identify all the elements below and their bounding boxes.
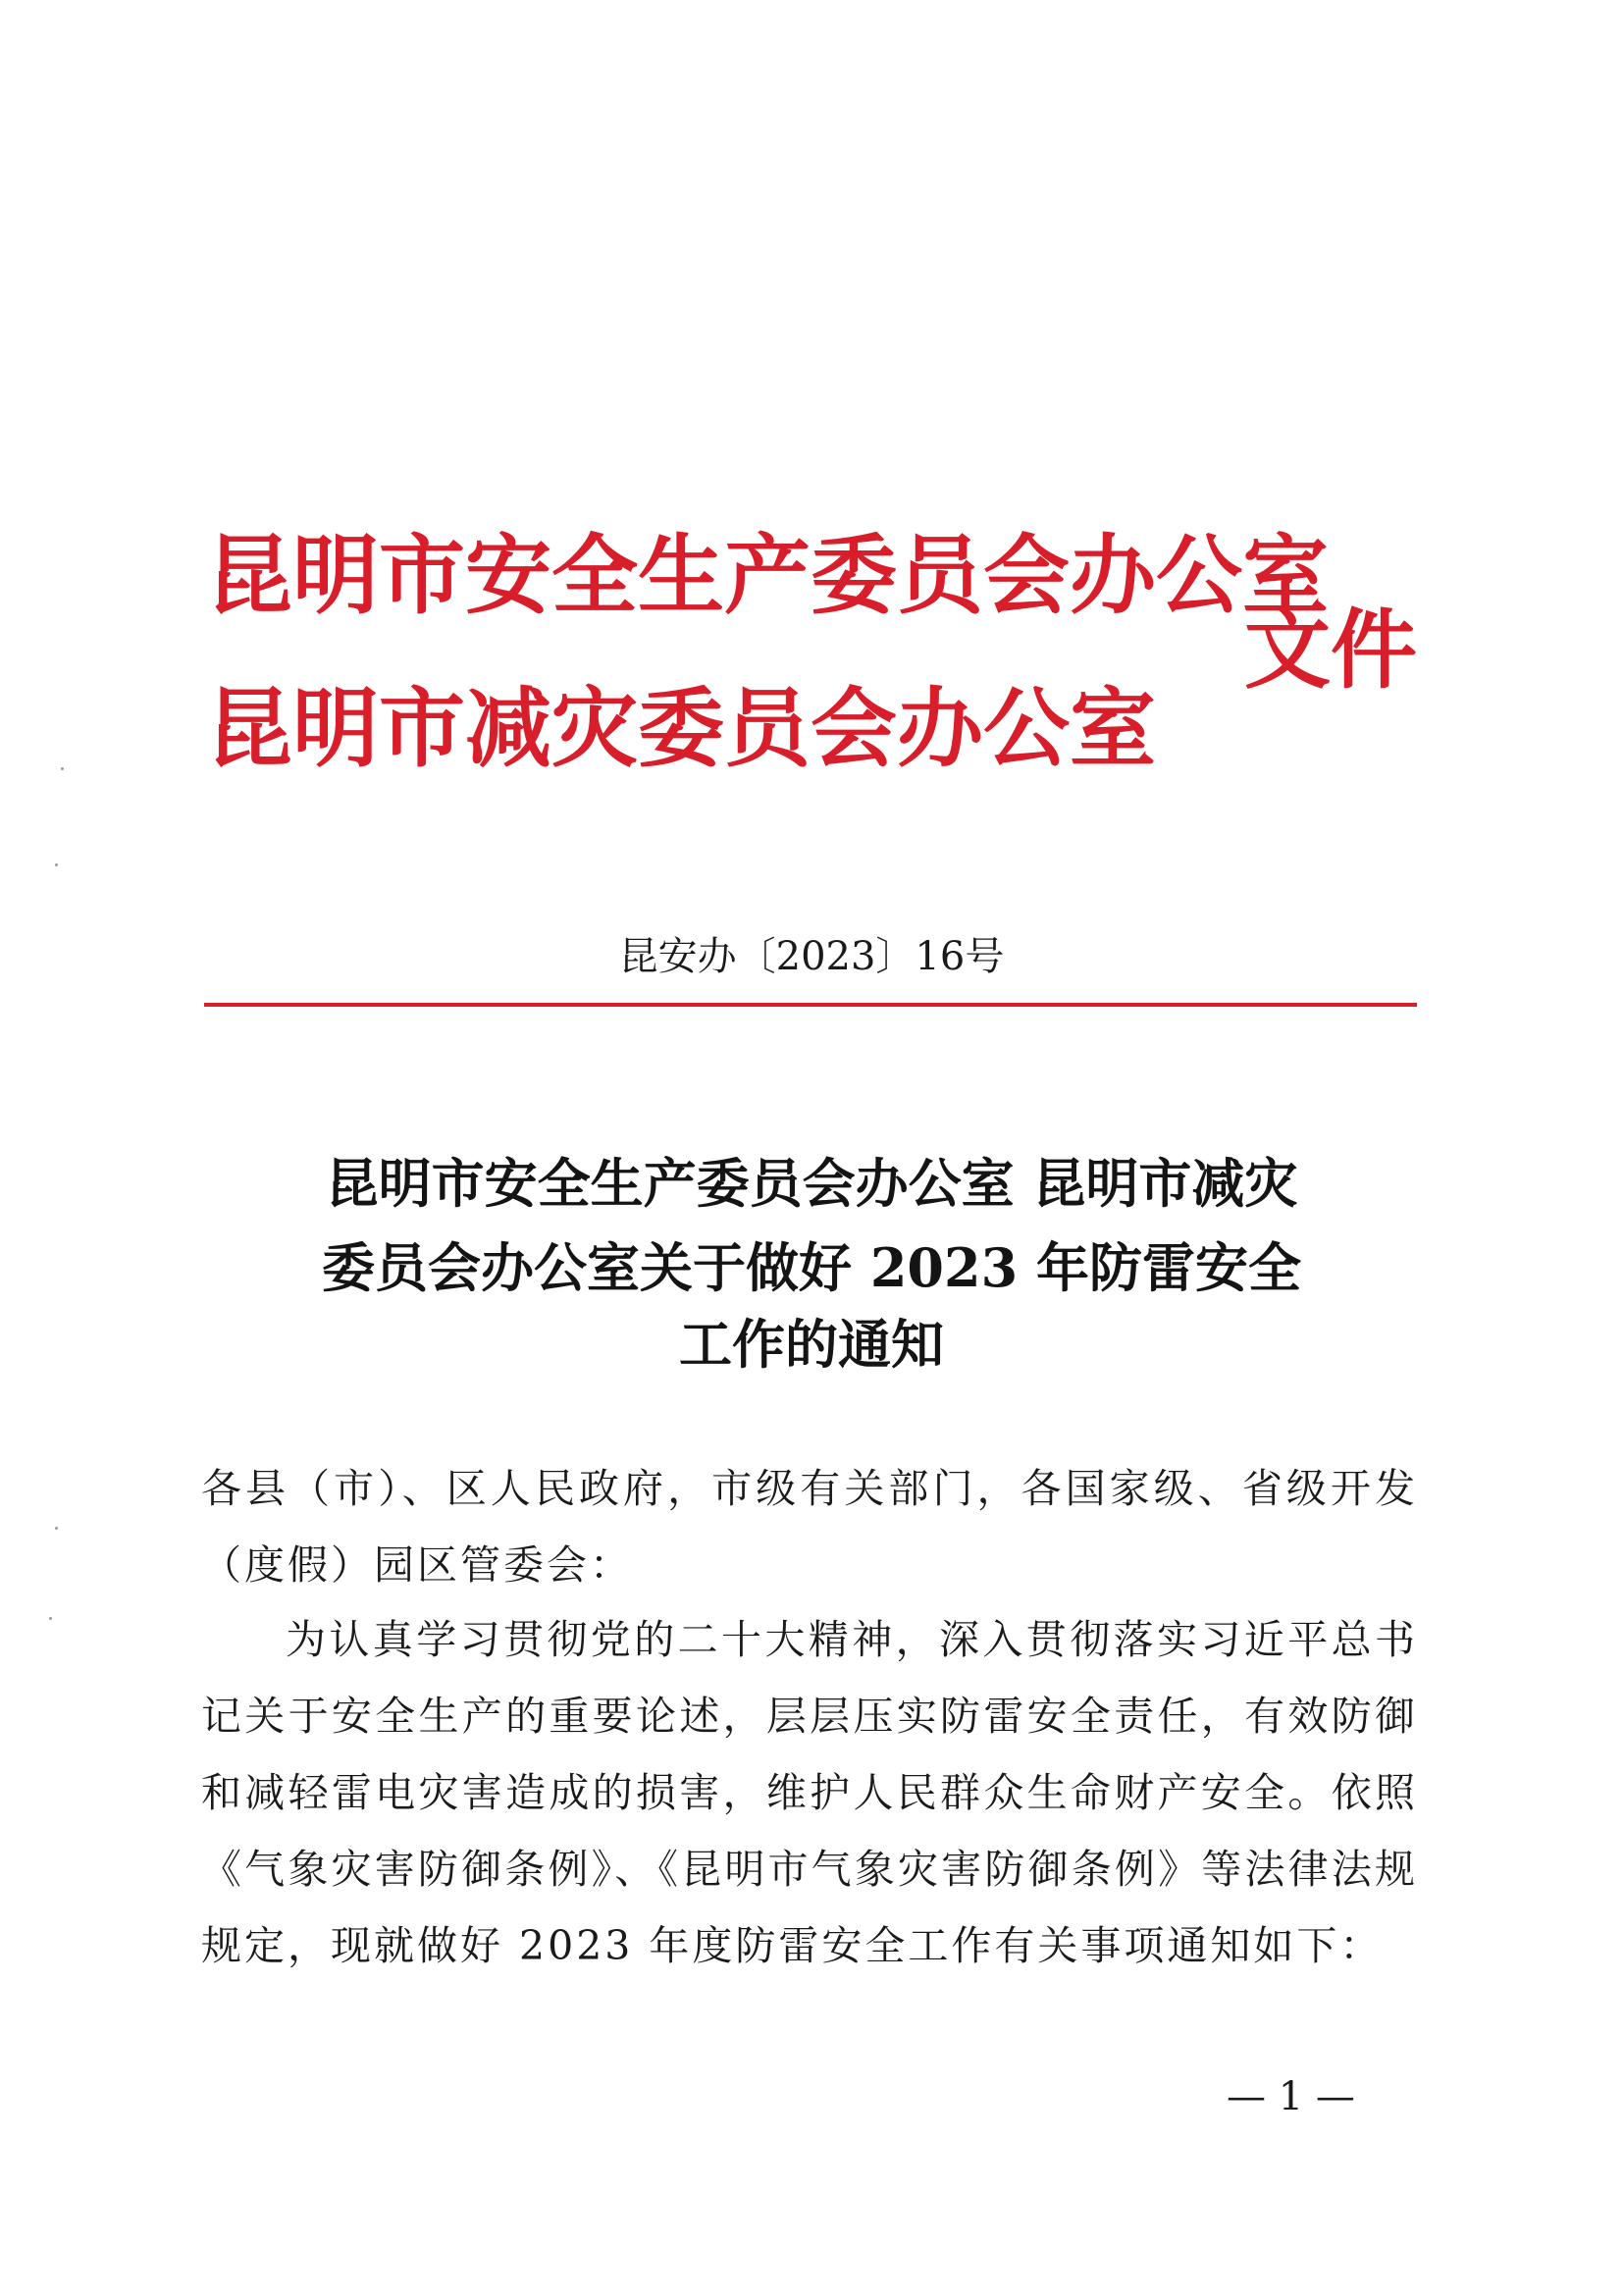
scan-speck bbox=[49, 1617, 52, 1620]
issuer-line-2: 昆明市减灾委员会办公室 bbox=[206, 677, 1157, 779]
red-divider bbox=[204, 1003, 1417, 1007]
scan-speck bbox=[55, 863, 58, 866]
document-title-line-1: 昆明市安全生产委员会办公室 昆明市减灾 bbox=[325, 1152, 1298, 1215]
issuer-line-1: 昆明市安全生产委员会办公室 bbox=[206, 524, 1330, 626]
scan-speck bbox=[55, 1527, 58, 1530]
body-paragraph: 为认真学习贯彻党的二十大精神，深入贯彻落实习近平总书记关于安全生产的重要论述，层层压实防雷安全责任，有效防御和减轻雷电灾害造成的损害，维护人民群众生命财产安全。依照《气象灾害防御条例》、《昆明市气象灾害防御条例》等法律法规规定，现就做好 2023 年度防雷安全工作有关事项通知如下： bbox=[201, 1616, 1418, 1969]
document-number: 昆安办〔2023〕16号 bbox=[618, 934, 1005, 979]
addressee: 各县（市）、区人民政府，市级有关部门，各国家级、省级开发（度假）园区管委会： bbox=[201, 1465, 1418, 1589]
issuer-suffix: 文件 bbox=[1244, 599, 1418, 701]
document-title-line-2: 委员会办公室关于做好 2023 年防雷安全 bbox=[322, 1236, 1301, 1299]
page-number: — 1 — bbox=[1227, 2074, 1355, 2119]
scan-speck bbox=[61, 767, 64, 770]
document-title-line-3: 工作的通知 bbox=[679, 1313, 944, 1376]
